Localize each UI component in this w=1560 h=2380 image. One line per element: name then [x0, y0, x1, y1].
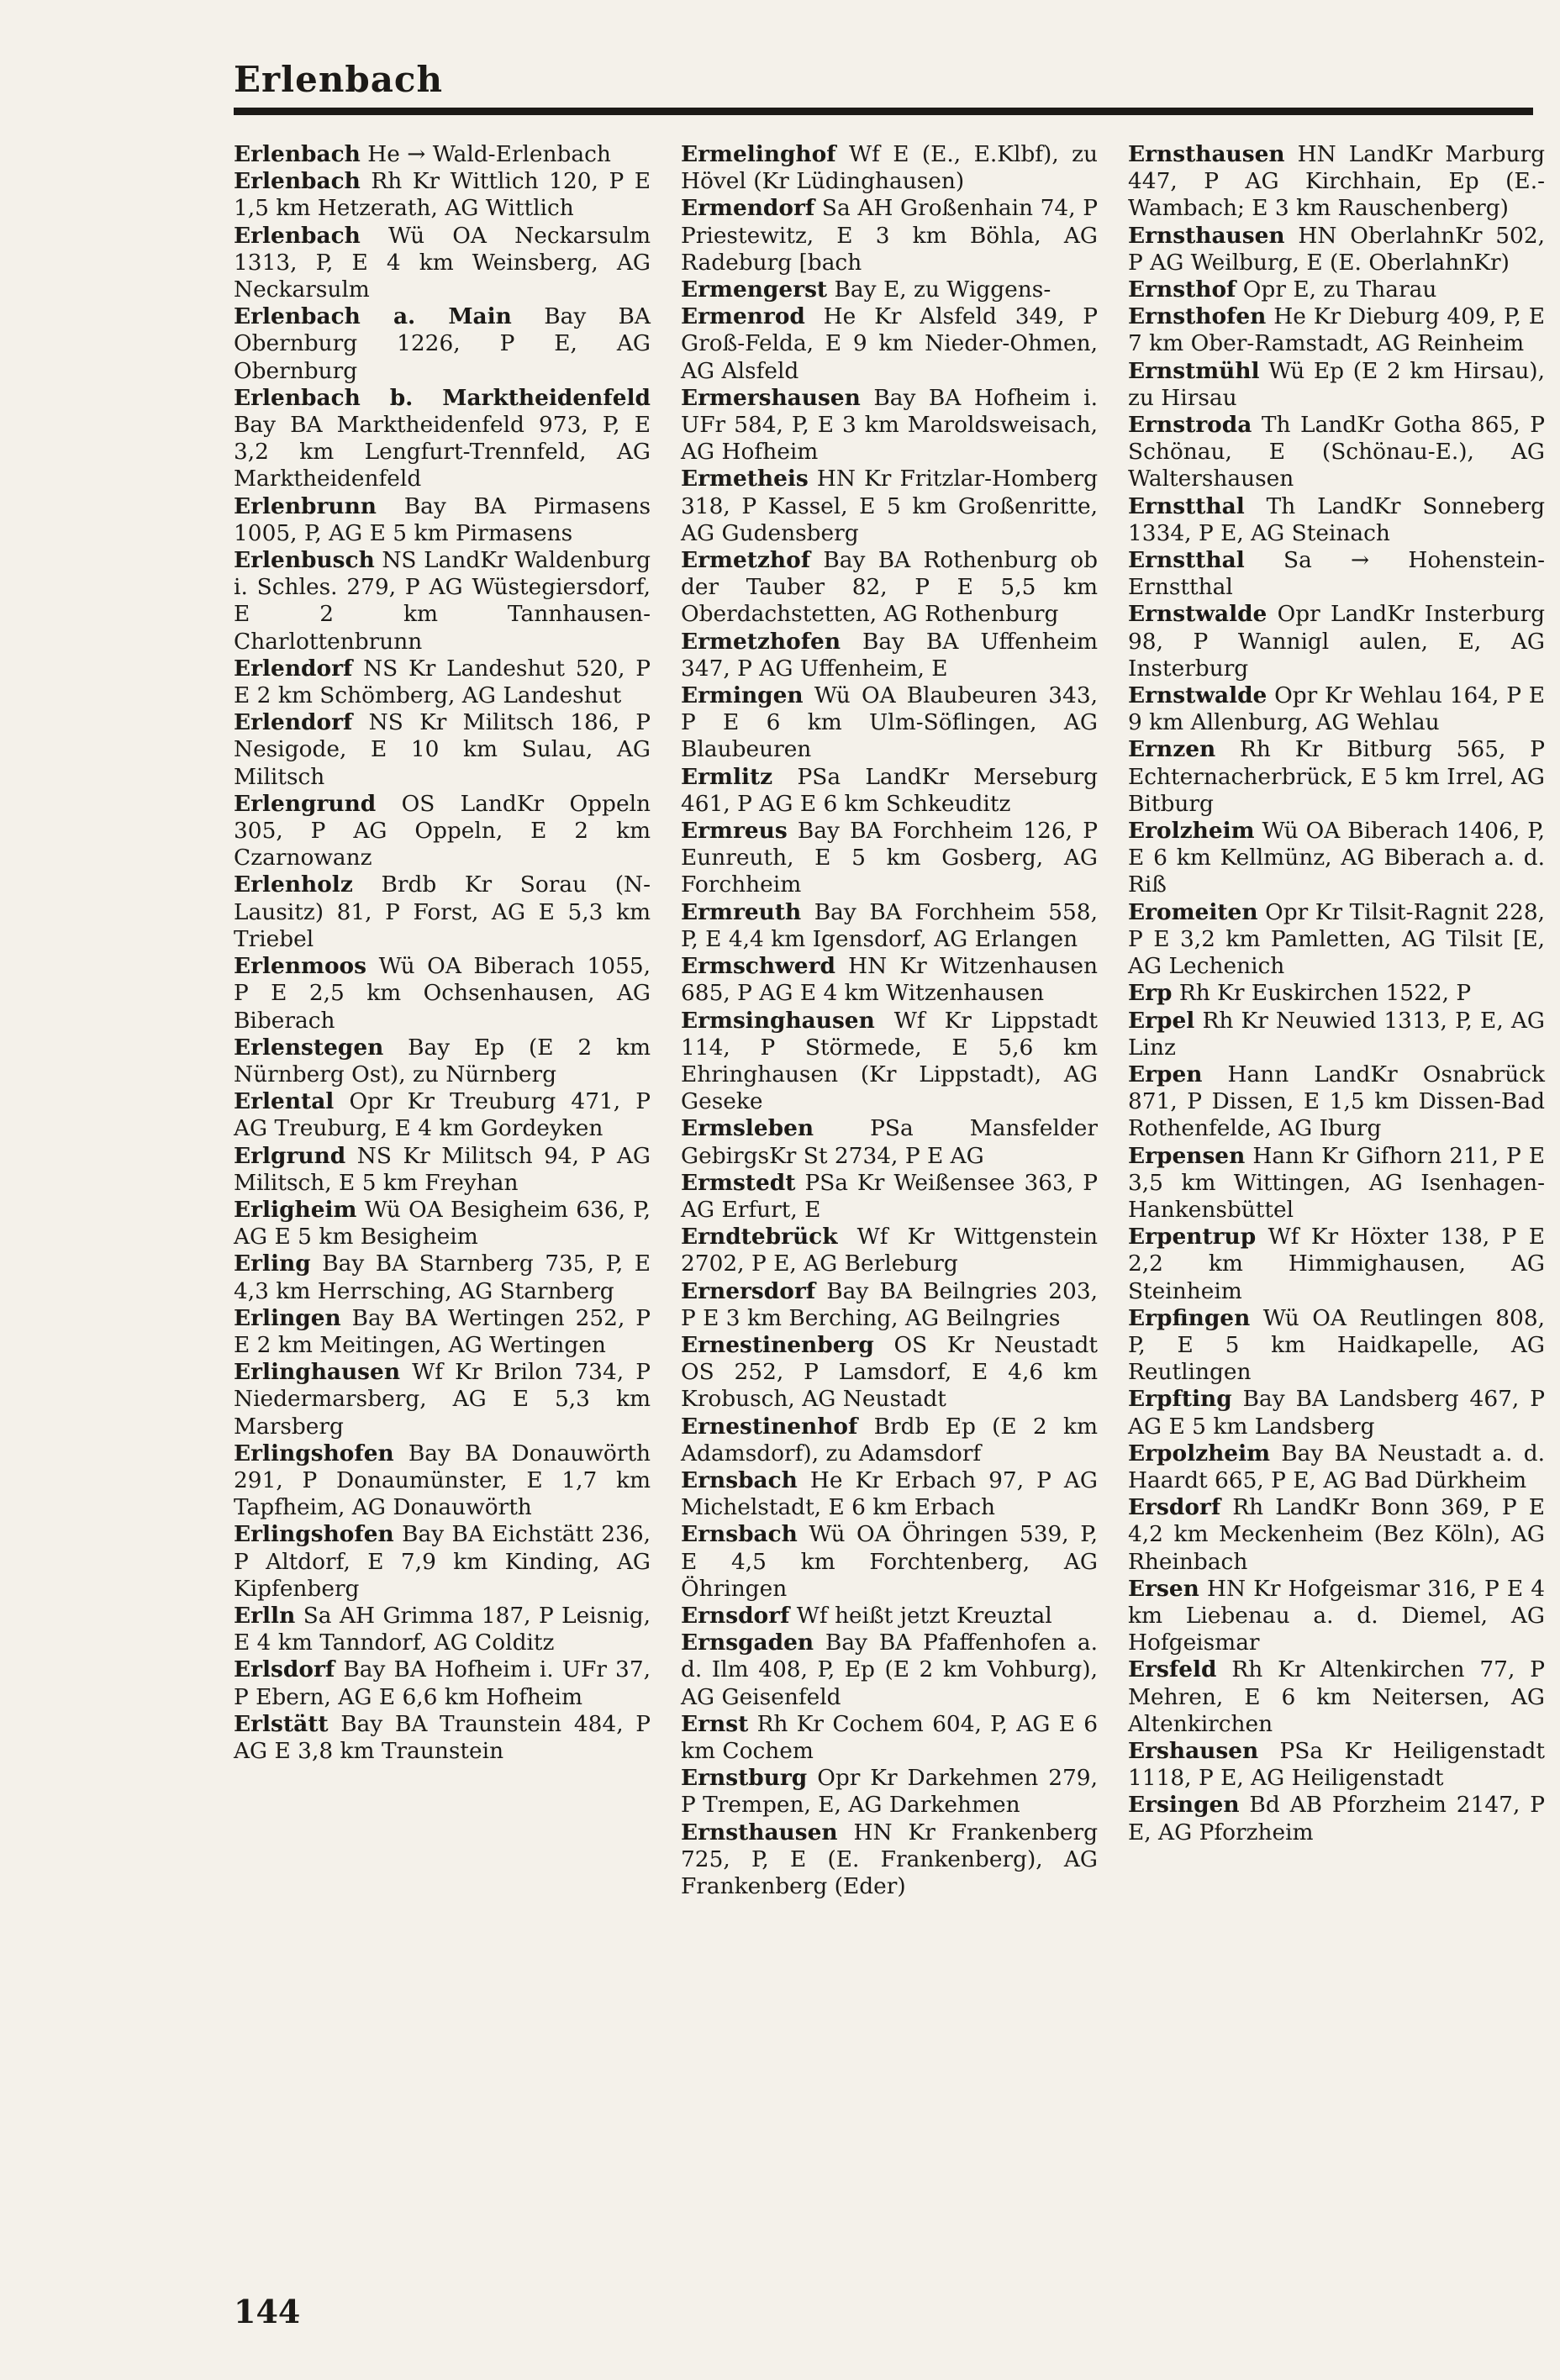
entry-headword: Ermenrod: [681, 303, 805, 330]
entry-text: Wf Kr Höxter 138, P E 2,2 km Himmighausen, AG Steinheim: [1128, 1224, 1546, 1304]
entry-headword: Erlenbach a. Main: [234, 303, 512, 330]
entry-headword: Erlenbach: [234, 168, 361, 195]
gazetteer-entry: [681, 385, 1098, 466]
entry-headword: Erlendorf: [234, 655, 353, 682]
gazetteer-entry: [681, 195, 1098, 276]
entry-text: Wü OA Reutlingen 808, P, E 5 km Haidkapelle, AG Reutlingen: [1128, 1304, 1545, 1386]
gazetteer-entry: [234, 223, 651, 304]
gazetteer-entry: [234, 1603, 651, 1656]
entry-headword: Erlenstegen: [234, 1034, 384, 1061]
entry-text: Rh Kr Cochem 604, P, AG E 6 km Cochem: [681, 1710, 1098, 1764]
gazetteer-entry: [1128, 1224, 1545, 1305]
gazetteer-columns: [234, 141, 1546, 2293]
entry-headword: Ernsthausen: [681, 1819, 838, 1846]
gazetteer-entry: [234, 953, 651, 1035]
entry-text: PSa Kr Weißensee 363, P AG Erfurt, E: [681, 1169, 1099, 1223]
entry-text: Rh Kr Wittlich 120, P E 1,5 km Hetzerath, AG Wittlich: [234, 168, 651, 222]
entry-text: NS Kr Militsch 94, P AG Militsch, E 5 km Freyhan: [234, 1142, 651, 1196]
gazetteer-entry: [234, 168, 651, 222]
entry-text: Bay BA Landsberg 467, P AG E 5 km Landsberg: [1128, 1386, 1545, 1440]
gazetteer-entry: [1128, 493, 1545, 547]
entry-text: Bay BA Obernburg 1226, P E, AG Obernburg: [234, 303, 651, 384]
entry-headword: Ershausen: [1128, 1737, 1259, 1764]
gazetteer-entry: [1128, 682, 1545, 736]
entry-text: Bay BA Starnberg 735, P, E 4,3 km Herrsching, AG Starnberg: [234, 1251, 651, 1304]
entry-text: Bay BA Beilngries 203, P E 3 km Berching, AG Beilngries: [681, 1277, 1098, 1331]
entry-text: NS Kr Militsch 186, P Nesigode, E 10 km Sulau, AG Militsch: [234, 709, 651, 790]
entry-text: Opr Kr Tilsit-Ragnit 228, P E 3,2 km Pamletten, AG Tilsit [E, AG Lechenich: [1128, 898, 1545, 980]
gazetteer-entry: [681, 466, 1098, 547]
entry-text: OS Kr Neustadt OS 252, P Lamsdorf, E 4,6 km Krobusch, AG Neustadt: [681, 1331, 1098, 1413]
entry-text: HN Kr Hofgeismar 316, P E 4 km Liebenau a. d. Diemel, AG Hofgeismar: [1128, 1575, 1546, 1656]
gazetteer-entry: [1128, 223, 1545, 276]
entry-text: Th LandKr Sonneberg 1334, P E, AG Steinach: [1128, 492, 1545, 546]
entry-headword: Erpfting: [1128, 1386, 1232, 1413]
gazetteer-entry: [681, 547, 1098, 629]
entry-headword: Ermershausen: [681, 384, 861, 411]
gazetteer-entry: [1128, 736, 1545, 818]
entry-headword: Erlstätt: [234, 1710, 329, 1737]
entry-text: Bay BA Uffenheim 347, P AG Uffenheim, E: [681, 628, 1099, 682]
entry-headword: Erpen: [1128, 1061, 1203, 1087]
entry-headword: Ermstedt: [681, 1169, 796, 1196]
gazetteer-entry: [234, 791, 651, 872]
column-3: [1128, 141, 1545, 1846]
entry-headword: Erp: [1128, 980, 1173, 1007]
entry-headword: Ernsthausen: [1128, 222, 1285, 249]
entry-text: Rh Kr Bitburg 565, P Echternacherbrück, E 5 km Irrel, AG Bitburg: [1128, 736, 1546, 817]
entry-text: OS LandKr Oppeln 305, P AG Oppeln, E 2 km Czarnowanz: [234, 790, 651, 871]
entry-headword: Erlingen: [234, 1304, 341, 1331]
gazetteer-entry: [681, 1521, 1098, 1603]
entry-headword: Erlenbach: [234, 222, 361, 249]
entry-headword: Ernstthal: [1128, 492, 1245, 519]
entry-text: Bay BA Forchheim 126, P Eunreuth, E 5 km Gosberg, AG Forchheim: [681, 818, 1098, 898]
gazetteer-entry: [1128, 1061, 1545, 1143]
column-1: [234, 141, 651, 1765]
gazetteer-entry: [681, 682, 1098, 764]
entry-text: Wü OA Neckarsulm 1313, P, E 4 km Weinsberg, AG Neckarsulm: [234, 222, 651, 303]
gazetteer-entry: [681, 1765, 1098, 1819]
entry-text: Rh LandKr Bonn 369, P E 4,2 km Meckenheim (Bez Köln), AG Rheinbach: [1128, 1494, 1546, 1575]
gazetteer-entry: [681, 303, 1098, 385]
entry-text: Rh Kr Euskirchen 1522, P: [1178, 980, 1472, 1007]
entry-headword: Erpensen: [1128, 1142, 1246, 1169]
entry-headword: Erling: [234, 1251, 311, 1277]
gazetteer-entry: [234, 1035, 651, 1088]
entry-text: Hann Kr Gifhorn 211, P E 3,5 km Wittingen, AG Isenhagen-Hankensbüttel: [1128, 1142, 1545, 1223]
entry-text: He Kr Alsfeld 349, P Groß-Felda, E 9 km Nieder-Ohmen, AG Alsfeld: [681, 303, 1098, 384]
gazetteer-entry: [681, 1630, 1098, 1711]
entry-headword: Eromeiten: [1128, 898, 1258, 925]
entry-text: Bay BA Forchheim 558, P, E 4,4 km Igensdorf, AG Erlangen: [681, 898, 1098, 952]
gazetteer-entry: [1128, 818, 1545, 899]
running-head: Erlenbach: [234, 59, 444, 100]
entry-headword: Ermetzhofen: [681, 628, 841, 655]
entry-headword: Erlinghausen: [234, 1359, 401, 1386]
gazetteer-entry: [1128, 547, 1545, 601]
gazetteer-entry: [1128, 1008, 1545, 1061]
entry-headword: Erpentrup: [1128, 1224, 1257, 1251]
page-header: [234, 55, 1533, 104]
entry-text: Rh Kr Neuwied 1313, P, E, AG Linz: [1128, 1007, 1546, 1061]
entry-text: Brdb Kr Sorau (N-Lausitz) 81, P Forst, AG E 5,3 km Triebel: [234, 871, 651, 952]
gazetteer-entry: [234, 1521, 651, 1603]
entry-headword: Ernestinenhof: [681, 1413, 858, 1440]
entry-text: HN LandKr Marburg 447, P AG Kirchhain, Ep (E.-Wambach; E 3 km Rauschenberg): [1128, 141, 1546, 222]
gazetteer-entry: [234, 385, 651, 493]
gazetteer-entry: [1128, 1792, 1545, 1846]
entry-headword: Erpolzheim: [1128, 1440, 1271, 1466]
entry-text: Wf E (E., E.Klbf), zu Hövel (Kr Lüdinghausen): [681, 141, 1098, 195]
gazetteer-entry: [681, 953, 1098, 1007]
gazetteer-entry: [1128, 980, 1545, 1007]
gazetteer-entry: [681, 1008, 1098, 1116]
gazetteer-entry: [681, 1115, 1098, 1169]
entry-headword: Erpfingen: [1128, 1304, 1251, 1331]
entry-text: Opr Kr Wehlau 164, P E 9 km Allenburg, AG Wehlau: [1128, 682, 1545, 736]
entry-text: Opr LandKr Insterburg 98, P Wannigl aulen, E, AG Insterburg: [1128, 601, 1546, 682]
entry-text: Rh Kr Altenkirchen 77, P Mehren, E 6 km Neitersen, AG Altenkirchen: [1128, 1656, 1546, 1737]
entry-headword: Ernsthof: [1128, 276, 1236, 303]
entry-headword: Ernst: [681, 1710, 749, 1737]
entry-headword: Ernstroda: [1128, 412, 1252, 439]
entry-text: Wü OA Biberach 1406, P, E 6 km Kellmünz, AG Biberach a. d. Riß: [1128, 818, 1546, 898]
entry-text: Bay BA Marktheidenfeld 973, P, E 3,2 km Lengfurt-Trennfeld, AG Marktheidenfeld: [234, 412, 651, 492]
entry-headword: Ernstwalde: [1128, 682, 1268, 709]
entry-headword: Erlenmoos: [234, 953, 367, 980]
entry-text: Bay BA Neustadt a. d. Haardt 665, P E, AG Bad Dürkheim: [1128, 1440, 1545, 1493]
gazetteer-entry: [234, 1143, 651, 1197]
entry-headword: Ernsbach: [681, 1466, 798, 1493]
gazetteer-entry: [1128, 1494, 1545, 1576]
gazetteer-entry: [1128, 141, 1545, 223]
entry-text: Bay BA Hofheim i. UFr 584, P, E 3 km Maroldsweisach, AG Hofheim: [681, 384, 1098, 466]
entry-text: Bay BA Pfaffenhofen a. d. Ilm 408, P, Ep (E 2 km Vohburg), AG Geisenfeld: [681, 1630, 1098, 1710]
entry-headword: Ernstthal: [1128, 547, 1245, 574]
entry-text: Wf Kr Brilon 734, P Niedermarsberg, AG E 5,3 km Marsberg: [234, 1359, 651, 1440]
entry-text: PSa Mansfelder GebirgsKr St 2734, P E AG: [681, 1115, 1098, 1169]
entry-headword: Erlental: [234, 1088, 335, 1115]
entry-text: He Kr Erbach 97, P AG Michelstadt, E 6 km Erbach: [681, 1466, 1099, 1521]
entry-headword: Ermengerst: [681, 276, 828, 303]
entry-headword: Ermschwerd: [681, 953, 835, 980]
gazetteer-entry: [681, 818, 1098, 899]
gazetteer-entry: [234, 1088, 651, 1142]
entry-text: Wf heißt jetzt Kreuztal: [796, 1602, 1052, 1629]
gazetteer-entry: [681, 899, 1098, 953]
entry-text: Hann LandKr Osnabrück 871, P Dissen, E 1,5 km Dissen-Bad Rothenfelde, AG Iburg: [1128, 1061, 1545, 1142]
entry-text: Bay BA Rothenburg ob der Tauber 82, P E 5,5 km Oberdachstetten, AG Rothenburg: [681, 547, 1099, 628]
column-2: [681, 141, 1098, 1900]
entry-headword: Ersen: [1128, 1575, 1199, 1602]
gazetteer-entry: [681, 1332, 1098, 1414]
entry-headword: Erlenbach: [234, 141, 361, 167]
entry-text: Sa AH Grimma 187, P Leisnig, E 4 km Tanndorf, AG Colditz: [234, 1602, 651, 1656]
entry-text: Wü OA Besigheim 636, P, AG E 5 km Besigheim: [234, 1196, 651, 1251]
gazetteer-entry: [1128, 899, 1545, 981]
entry-text: He Kr Dieburg 409, P, E 7 km Ober-Ramstadt, AG Reinheim: [1128, 303, 1545, 357]
entry-headword: Ernsbach: [681, 1521, 798, 1548]
gazetteer-entry: [234, 871, 651, 953]
entry-text: He → Wald-Erlenbach: [367, 141, 611, 167]
entry-headword: Ernsthausen: [1128, 141, 1285, 167]
header-rule: [234, 108, 1533, 115]
gazetteer-entry: [234, 547, 651, 656]
entry-headword: Ermelinghof: [681, 141, 836, 167]
entry-text: NS LandKr Waldenburg i. Schles. 279, P AG Wüstegiersdorf, E 2 km Tannhausen-Charlottenbrunn: [234, 547, 651, 655]
gazetteer-entry: [681, 1170, 1098, 1224]
entry-headword: Erlenbrunn: [234, 492, 377, 519]
gazetteer-entry: [681, 1603, 1098, 1630]
entry-text: HN Kr Frankenberg 725, P, E (E. Frankenberg), AG Frankenberg (Eder): [681, 1819, 1099, 1899]
entry-headword: Ernersdorf: [681, 1277, 816, 1304]
gazetteer-entry: [681, 1414, 1098, 1467]
page-number: 144: [234, 2293, 301, 2330]
entry-headword: Ermetzhof: [681, 547, 811, 574]
entry-headword: Erlenholz: [234, 871, 353, 898]
entry-headword: Ernsdorf: [681, 1602, 790, 1629]
gazetteer-entry: [1128, 1656, 1545, 1738]
gazetteer-entry: [234, 709, 651, 791]
entry-headword: Ermreuth: [681, 898, 802, 925]
entry-headword: Ermendorf: [681, 195, 815, 222]
gazetteer-entry: [681, 1278, 1098, 1332]
entry-text: Wü OA Öhringen 539, P, E 4,5 km Forchtenberg, AG Öhringen: [681, 1521, 1098, 1602]
gazetteer-entry: [234, 656, 651, 709]
entry-headword: Ernsthofen: [1128, 303, 1267, 330]
entry-text: PSa Kr Heiligenstadt 1118, P E, AG Heiligenstadt: [1128, 1737, 1545, 1792]
entry-headword: Erlsdorf: [234, 1656, 335, 1683]
gazetteer-entry: [1128, 303, 1545, 357]
entry-text: NS Kr Landeshut 520, P E 2 km Schömberg, AG Landeshut: [234, 655, 651, 709]
gazetteer-entry: [681, 1224, 1098, 1277]
entry-text: Sa AH Großenhain 74, P Priestewitz, E 3 km Böhla, AG Radeburg [bach: [681, 195, 1099, 276]
entry-headword: Erligheim: [234, 1196, 357, 1223]
entry-headword: Ermingen: [681, 682, 804, 709]
entry-text: Wü OA Blaubeuren 343, P E 6 km Ulm-Söflingen, AG Blaubeuren: [681, 682, 1098, 763]
gazetteer-entry: [681, 141, 1098, 195]
entry-headword: Ermsleben: [681, 1115, 814, 1142]
gazetteer-entry: [1128, 1386, 1545, 1440]
entry-text: Wü OA Biberach 1055, P E 2,5 km Ochsenhausen, AG Biberach: [234, 953, 651, 1034]
entry-text: Th LandKr Gotha 865, P Schönau, E (Schönau-E.), AG Waltershausen: [1128, 412, 1545, 492]
entry-text: Bay BA Traunstein 484, P AG E 3,8 km Traunstein: [234, 1710, 651, 1764]
entry-headword: Ernstwalde: [1128, 601, 1268, 628]
entry-headword: Ernzen: [1128, 736, 1216, 763]
entry-headword: Ermlitz: [681, 763, 773, 790]
gazetteer-entry: [234, 1197, 651, 1251]
entry-headword: Erlenbach b. Marktheidenfeld: [234, 384, 651, 411]
entry-text: Bay BA Hofheim i. UFr 37, P Ebern, AG E 6,6 km Hofheim: [234, 1656, 651, 1710]
gazetteer-entry: [681, 629, 1098, 682]
entry-text: Bay Ep (E 2 km Nürnberg Ost), zu Nürnberg: [234, 1034, 651, 1087]
entry-text: Wü Ep (E 2 km Hirsau), zu Hirsau: [1128, 357, 1545, 411]
gazetteer-entry: [1128, 1143, 1545, 1224]
entry-text: HN Kr Witzenhausen 685, P AG E 4 km Witzenhausen: [681, 953, 1098, 1007]
entry-headword: Ernestinenberg: [681, 1331, 874, 1358]
gazetteer-entry: [234, 1359, 651, 1440]
gazetteer-entry: [1128, 601, 1545, 682]
gazetteer-entry: [1128, 1305, 1545, 1387]
entry-headword: Erlendorf: [234, 709, 353, 736]
entry-text: HN OberlahnKr 502, P AG Weilburg, E (E. OberlahnKr): [1128, 222, 1545, 276]
entry-headword: Erolzheim: [1128, 818, 1255, 845]
gazetteer-entry: [234, 1251, 651, 1304]
entry-headword: Erlengrund: [234, 790, 377, 817]
entry-headword: Ermreus: [681, 818, 788, 845]
entry-headword: Erpel: [1128, 1007, 1195, 1034]
entry-headword: Erlingshofen: [234, 1440, 394, 1466]
entry-text: Bay E, zu Wiggens-: [834, 276, 1051, 303]
entry-text: Bd AB Pforzheim 2147, P E, AG Pforzheim: [1128, 1792, 1545, 1846]
entry-headword: Ermetheis: [681, 466, 809, 492]
gazetteer-entry: [681, 1819, 1098, 1901]
gazetteer-entry: [234, 1440, 651, 1522]
entry-headword: Erlingshofen: [234, 1521, 394, 1548]
entry-text: Wf Kr Lippstadt 114, P Störmede, E 5,6 km Ehringhausen (Kr Lippstadt), AG Geseke: [681, 1007, 1098, 1115]
entry-text: Opr E, zu Tharau: [1242, 276, 1437, 303]
gazetteer-entry: [234, 1711, 651, 1765]
gazetteer-entry: [234, 141, 651, 168]
entry-headword: Ersfeld: [1128, 1656, 1217, 1683]
entry-text: Bay BA Eichstätt 236, P Altdorf, E 7,9 km Kinding, AG Kipfenberg: [234, 1521, 651, 1602]
gazetteer-entry: [1128, 1440, 1545, 1494]
entry-text: Sa → Hohenstein-Ernstthal: [1128, 547, 1546, 601]
entry-headword: Erlgrund: [234, 1142, 346, 1169]
gazetteer-entry: [1128, 1576, 1545, 1657]
gazetteer-entry: [234, 303, 651, 385]
entry-headword: Erndtebrück: [681, 1224, 838, 1251]
entry-text: PSa LandKr Merseburg 461, P AG E 6 km Schkeuditz: [681, 763, 1098, 817]
entry-headword: Ernstburg: [681, 1765, 808, 1792]
gazetteer-entry: [234, 493, 651, 547]
entry-text: Opr Kr Darkehmen 279, P Trempen, E, AG Darkehmen: [681, 1765, 1098, 1819]
gazetteer-entry: [1128, 1738, 1545, 1792]
entry-text: Bay BA Wertingen 252, P E 2 km Meitingen, AG Wertingen: [234, 1304, 651, 1358]
gazetteer-entry: [1128, 276, 1545, 303]
entry-text: Opr Kr Treuburg 471, P AG Treuburg, E 4 km Gordeyken: [234, 1088, 651, 1142]
entry-text: Bay BA Pirmasens 1005, P, AG E 5 km Pirmasens: [234, 492, 651, 546]
gazetteer-entry: [1128, 412, 1545, 493]
gazetteer-entry: [234, 1305, 651, 1359]
entry-headword: Ersingen: [1128, 1792, 1240, 1819]
entry-text: Bay BA Donauwörth 291, P Donaumünster, E 1,7 km Tapfheim, AG Donauwörth: [234, 1440, 651, 1521]
entry-headword: Ernsgaden: [681, 1630, 814, 1656]
gazetteer-entry: [234, 1656, 651, 1710]
entry-headword: Erlenbusch: [234, 547, 375, 574]
entry-headword: Ermsinghausen: [681, 1007, 875, 1034]
gazetteer-entry: [681, 1467, 1098, 1521]
gazetteer-entry: [681, 276, 1098, 303]
entry-headword: Erlln: [234, 1602, 296, 1629]
gazetteer-entry: [681, 1711, 1098, 1765]
gazetteer-entry: [681, 764, 1098, 818]
entry-text: HN Kr Fritzlar-Homberg 318, P Kassel, E 5 km Großenritte, AG Gudensberg: [681, 466, 1098, 546]
entry-headword: Ersdorf: [1128, 1494, 1221, 1521]
entry-headword: Ernstmühl: [1128, 357, 1260, 384]
entry-text: Wf Kr Wittgenstein 2702, P E, AG Berleburg: [681, 1224, 1099, 1277]
gazetteer-entry: [1128, 358, 1545, 412]
entry-text: Brdb Ep (E 2 km Adamsdorf), zu Adamsdorf: [681, 1413, 1098, 1466]
